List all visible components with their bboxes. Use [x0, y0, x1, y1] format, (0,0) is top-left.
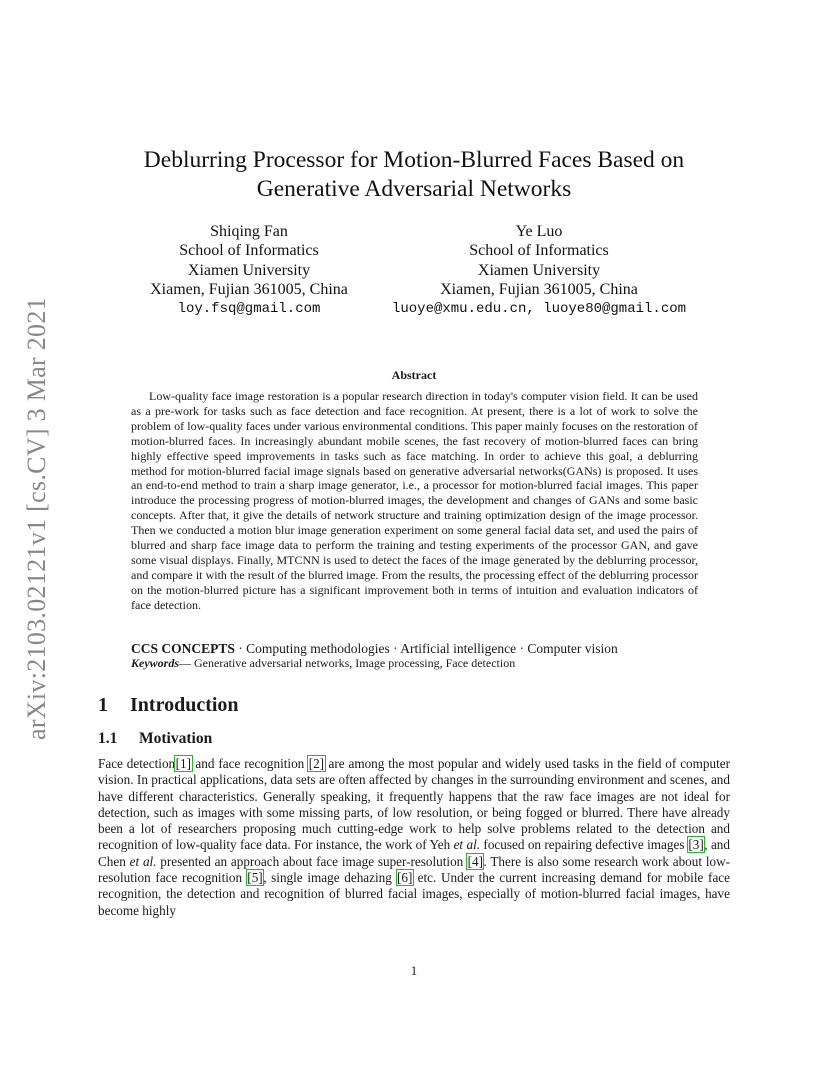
- page-number: 1: [410, 963, 418, 978]
- intro-paragraph: [98, 756, 730, 919]
- author-block-1: [140, 222, 358, 319]
- subsection-title: Motivation: [139, 730, 213, 747]
- ccs-concepts: [131, 640, 731, 657]
- author-address: Xiamen, Fujian 361005, China: [150, 281, 348, 299]
- author-university: Xiamen University: [477, 261, 601, 279]
- citation-link[interactable]: [5]: [247, 870, 263, 886]
- et-al: et al.: [129, 853, 157, 869]
- author-name: Ye Luo: [515, 223, 563, 240]
- paper-title: Deblurring Processor for Motion-Blurred Faces Based on Generative Adversarial Networks: [143, 147, 685, 202]
- subsection-heading: [98, 730, 212, 748]
- body-text: , single image dehazing: [263, 870, 397, 886]
- body-text: are among the most popular and widely used tasks in the field of computer vision. In practical applications, data sets are often affected by changes in the surrounding environment and scenes, and have different characteristics. Generally speaking, it frequently happens that the raw face images are not ideal for detection, such as images with some missing parts, of low resolution, or being fogged or blurred. There have already been a lot of researchers proposing much cutting-edge work to help solve problems related to the detection and recognition of low-quality face data. For instance, the work of Yeh: [98, 756, 730, 853]
- author-affiliation: School of Informatics: [469, 242, 609, 260]
- body-text: focused on repairing defective images: [480, 837, 688, 853]
- ccs-text: · Computing methodologies · Artificial intelligence · Computer vision: [234, 641, 618, 656]
- abstract-text: Low-quality face image restoration is a popular research direction in today's computer vision field. It can be used as a pre-work for tasks such as face detection and face recognition. At present, there is a lot of work to solve the problem of low-quality faces under various environmental conditions. This paper mainly focuses on the restoration of motion-blurred faces. In increasingly abundant mobile scenes, the fast recovery of motion-blurred faces can bring highly effective speed improvements in tasks such as face matching. In order to achieve this goal, a deblurring method for motion-blurred facial image signals based on generative adversarial networks(GANs) is proposed. It uses an end-to-end method to train a sharp image generator, i.e., a processor for motion-blurred facial images. This paper introduce the processing progress of motion-blurred images, the development and changes of GANs and some basic concepts. After that, it give the details of network structure and training optimization design of the image processor. Then we conducted a motion blur image generation experiment on some general facial data set, and used the pairs of blurred and sharp face image data to perform the training and testing experiments of the processor GAN, and gave some visual displays. Finally, MTCNN is used to detect the faces of the image generated by the deblurring processor, and compare it with the result of the blurred image. From the results, the processing effect of the deblurring processor on the motion-blurred picture has a significant improvement both in terms of intuition and evaluation indicators of face detection.: [131, 389, 698, 612]
- arxiv-stamp-text: arXiv:2103.02121v1 [cs.CV] 3 Mar 2021: [22, 297, 51, 740]
- section-title: Introduction: [130, 694, 239, 716]
- keywords-label: Keywords: [131, 656, 179, 670]
- citation-link[interactable]: [2]: [308, 756, 325, 771]
- citation-link[interactable]: [4]: [467, 853, 483, 869]
- abstract-heading: Abstract: [391, 368, 437, 382]
- author-email[interactable]: luoye@xmu.edu.cn, luoye80@gmail.com: [391, 300, 687, 317]
- keywords: [131, 656, 731, 671]
- et-al: et al.: [453, 837, 481, 853]
- body-text: presented an approach about face image super-resolution: [156, 853, 468, 869]
- citation-link[interactable]: [6]: [397, 870, 413, 886]
- author-email[interactable]: loy.fsq@gmail.com: [177, 300, 321, 317]
- author-name: Shiqing Fan: [210, 223, 288, 240]
- subsection-number: 1.1: [98, 730, 118, 747]
- author-block-2: [388, 222, 690, 319]
- section-number: 1: [98, 694, 108, 716]
- citation-link[interactable]: [3]: [688, 837, 704, 853]
- author-address: Xiamen, Fujian 361005, China: [440, 281, 638, 299]
- body-text: , and Chen: [98, 837, 730, 869]
- ccs-label: CCS CONCEPTS: [131, 641, 235, 656]
- keywords-text: — Generative adversarial networks, Image processing, Face detection: [179, 656, 516, 670]
- author-university: Xiamen University: [187, 261, 311, 279]
- body-text: etc. Under the current increasing demand for mobile face recognition, the detection and recognition of blurred facial images, especially of motion-blurred facial images, have become highly: [98, 870, 730, 918]
- citation-link[interactable]: [1]: [175, 756, 192, 771]
- section-heading: [98, 694, 239, 717]
- body-text: and face recognition: [191, 756, 309, 771]
- body-text: . There is also some research work about low-resolution face recognition: [98, 853, 730, 886]
- body-text: Face detection: [98, 756, 176, 771]
- author-affiliation: School of Informatics: [179, 242, 319, 260]
